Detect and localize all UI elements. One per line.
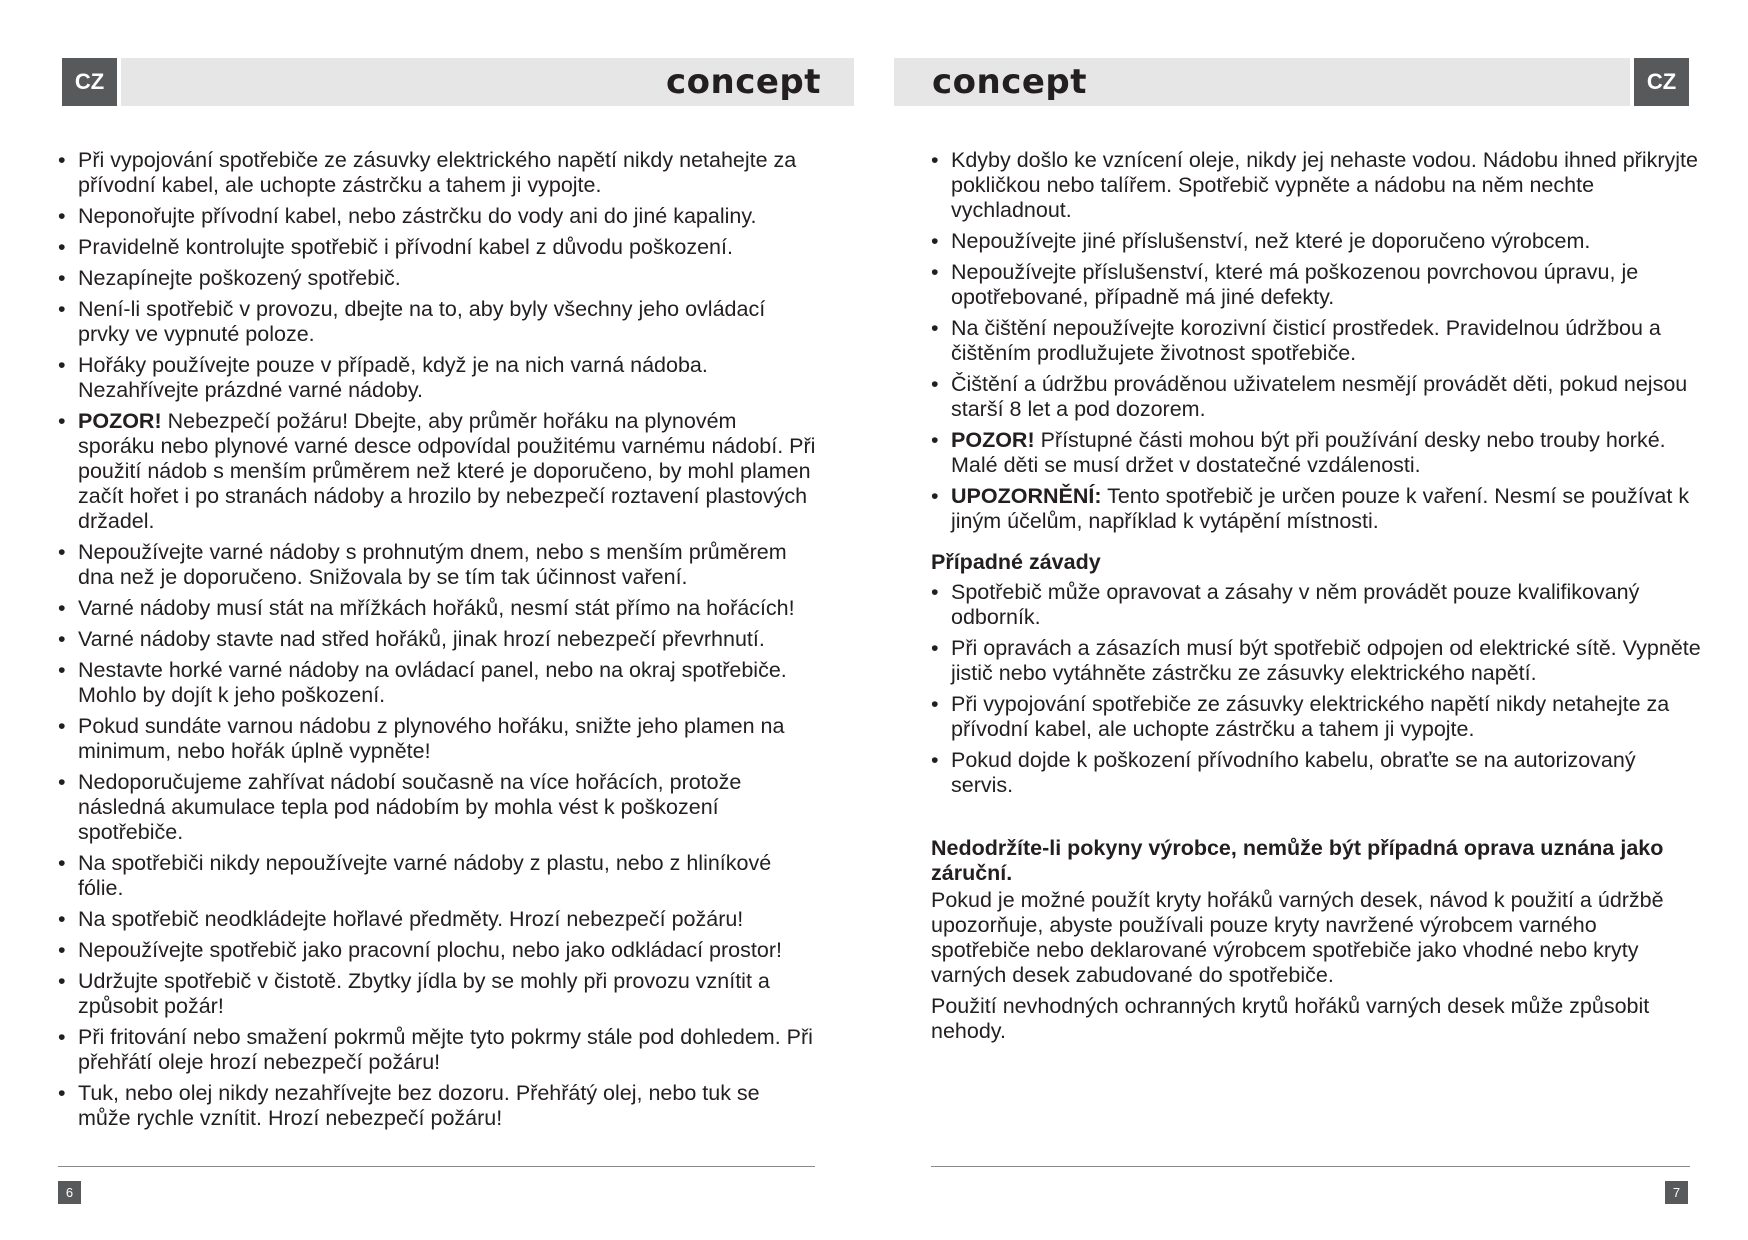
bullet-text: Čištění a údržbu prováděnou uživatelem nesmějí provádět děti, pokud nejsou starší 8 let a pod dozorem. <box>951 372 1688 421</box>
footer-divider-right <box>931 1166 1690 1167</box>
bullet-text: Nezapínejte poškozený spotřebič. <box>78 266 401 290</box>
language-badge-right: CZ <box>1630 58 1693 106</box>
brand-logo-right: concept <box>932 62 1088 102</box>
bullet-item <box>58 907 818 932</box>
bullet-text: Na spotřebič neodkládejte hořlavé předměty. Hrozí nebezpečí požáru! <box>78 907 744 931</box>
bullet-item <box>931 484 1701 534</box>
bullet-item <box>58 297 818 347</box>
bullet-item <box>931 580 1701 630</box>
bullet-item <box>58 235 818 260</box>
bullet-text: Při opravách a zásazích musí být spotřebič odpojen od elektrické sítě. Vypněte jistič nebo vytáhněte zástrčku ze zásuvky elektrického napětí. <box>951 636 1701 685</box>
bullet-item <box>931 748 1701 798</box>
bullet-item <box>58 266 818 291</box>
paragraph: Použití nevhodných ochranných krytů hořáků varných desek může způsobit nehody. <box>931 994 1650 1043</box>
footer-divider-left <box>58 1166 815 1167</box>
page-number-right: 7 <box>1665 1181 1688 1204</box>
bullet-item <box>58 204 818 229</box>
bullet-text: Nebezpečí požáru! Dbejte, aby průměr hořáku na plynovém sporáku nebo plynové varné desce odpovídal použitému varnému nádobí. Při použití nádob s menším průměrem než které je doporučeno, by mohl plamen začít hořet i po stranách nádoby a hrozilo by nebezpečí roztavení plastových držadel. <box>78 409 816 533</box>
bullet-item <box>931 692 1701 742</box>
bullet-item <box>58 969 818 1019</box>
bullet-text: Udržujte spotřebič v čistotě. Zbytky jídla by se mohly při provozu vznítit a způsobit požár! <box>78 969 770 1018</box>
bullet-text: Není-li spotřebič v provozu, dbejte na to, aby byly všechny jeho ovládací prvky ve vypnuté poloze. <box>78 297 766 346</box>
bullet-text: Nepoužívejte příslušenství, které má poškozenou povrchovou úpravu, je opotřebované, případně má jiné defekty. <box>951 260 1639 309</box>
fault-bullet-list <box>931 580 1701 798</box>
bullet-item <box>931 636 1701 686</box>
bullet-item <box>931 260 1701 310</box>
bullet-item <box>58 938 818 963</box>
warranty-heading: Nedodržíte-li pokyny výrobce, nemůže být případná oprava uznána jako záruční. <box>931 836 1664 885</box>
bullet-item <box>58 851 818 901</box>
bullet-item <box>931 372 1701 422</box>
language-badge-left: CZ <box>58 58 121 106</box>
bullet-text: Varné nádoby stavte nad střed hořáků, jinak hrozí nebezpečí převrhnutí. <box>78 627 765 651</box>
bullet-text: Nepoužívejte varné nádoby s prohnutým dnem, nebo s menším průměrem dna než je doporučeno. Snižovala by se tím tak účinnost vaření. <box>78 540 787 589</box>
bullet-text: Pravidelně kontrolujte spotřebič i přívodní kabel z důvodu poškození. <box>78 235 733 259</box>
bullet-item <box>58 627 818 652</box>
bullet-item <box>931 428 1701 478</box>
bullet-item <box>58 658 818 708</box>
bullet-text: Přístupné části mohou být při používání desky nebo trouby horké. Malé děti se musí držet v dostatečné vzdálenosti. <box>951 428 1666 477</box>
brand-logo-left: concept <box>666 62 822 102</box>
page-number-left: 6 <box>58 1181 81 1204</box>
bullet-text: Spotřebič může opravovat a zásahy v něm provádět pouze kvalifikovaný odborník. <box>951 580 1640 629</box>
bullet-text: Tuk, nebo olej nikdy nezahřívejte bez dozoru. Přehřátý olej, nebo tuk se může rychle vznítit. Hrozí nebezpečí požáru! <box>78 1081 760 1130</box>
left-page-content <box>58 148 818 1137</box>
bullet-item <box>58 353 818 403</box>
warning-label: POZOR! <box>78 409 162 433</box>
bullet-text: Při vypojování spotřebiče ze zásuvky elektrického napětí nikdy netahejte za přívodní kabel, ale uchopte zástrčku a tahem ji vypojte. <box>951 692 1670 741</box>
bullet-item <box>58 770 818 845</box>
warning-label: UPOZORNĚNÍ: <box>951 484 1102 508</box>
bullet-item <box>58 540 818 590</box>
bullet-text: Nepoužívejte jiné příslušenství, než které je doporučeno výrobcem. <box>951 229 1591 253</box>
bullet-item <box>58 1025 818 1075</box>
bullet-text: Pokud sundáte varnou nádobu z plynového hořáku, snižte jeho plamen na minimum, nebo hořák úplně vypněte! <box>78 714 785 763</box>
bullet-text: Při vypojování spotřebiče ze zásuvky elektrického napětí nikdy netahejte za přívodní kabel, ale uchopte zástrčku a tahem ji vypojte. <box>78 148 797 197</box>
bullet-text: Tento spotřebič je určen pouze k vaření. Nesmí se používat k jiným účelům, například k vytápění místnosti. <box>951 484 1690 533</box>
left-bullet-list <box>58 148 818 1131</box>
bullet-text: Na čištění nepoužívejte korozivní čisticí prostředek. Pravidelnou údržbou a čištěním prodlužujete životnost spotřebiče. <box>951 316 1661 365</box>
bullet-item <box>58 596 818 621</box>
bullet-item <box>58 148 818 198</box>
bullet-item <box>931 148 1701 223</box>
section-heading: Případné závady <box>931 550 1101 574</box>
bullet-item <box>931 316 1701 366</box>
bullet-item <box>58 714 818 764</box>
bullet-text: Neponořujte přívodní kabel, nebo zástrčku do vody ani do jiné kapaliny. <box>78 204 757 228</box>
right-page-content <box>931 148 1701 1050</box>
bullet-text: Při fritování nebo smažení pokrmů mějte tyto pokrmy stále pod dohledem. Při přehřátí oleje hrozí nebezpečí požáru! <box>78 1025 813 1074</box>
bullet-item <box>58 1081 818 1131</box>
warning-label: POZOR! <box>951 428 1035 452</box>
bullet-text: Nedoporučujeme zahřívat nádobí současně na více hořácích, protože následná akumulace tepla pod nádobím by mohla vést k poškození spotřebiče. <box>78 770 742 844</box>
bullet-text: Varné nádoby musí stát na mřížkách hořáků, nesmí stát přímo na hořácích! <box>78 596 795 620</box>
bullet-text: Hořáky používejte pouze v případě, když je na nich varná nádoba. Nezahřívejte prázdné varné nádoby. <box>78 353 708 402</box>
bullet-item <box>931 229 1701 254</box>
bullet-text: Pokud dojde k poškození přívodního kabelu, obraťte se na autorizovaný servis. <box>951 748 1636 797</box>
bullet-item <box>58 409 818 534</box>
bullet-text: Kdyby došlo ke vznícení oleje, nikdy jej nehaste vodou. Nádobu ihned přikryjte pokličkou nebo talířem. Spotřebič vypněte a nádobu na něm nechte vychladnout. <box>951 148 1698 222</box>
paragraph: Pokud je možné použít kryty hořáků varných desek, návod k použití a údržbě upozorňuje, abyste používali pouze kryty navržené výrobcem varného spotřebiče nebo deklarované výrobcem spotřebiče jako vhodné nebo kryty varných desek zabudované do spotřebiče. <box>931 888 1664 987</box>
bullet-text: Nepoužívejte spotřebič jako pracovní plochu, nebo jako odkládací prostor! <box>78 938 782 962</box>
bullet-text: Nestavte horké varné nádoby na ovládací panel, nebo na okraj spotřebiče. Mohlo by dojít k jeho poškození. <box>78 658 787 707</box>
bullet-text: Na spotřebiči nikdy nepoužívejte varné nádoby z plastu, nebo z hliníkové fólie. <box>78 851 772 900</box>
right-bullet-list <box>931 148 1701 534</box>
